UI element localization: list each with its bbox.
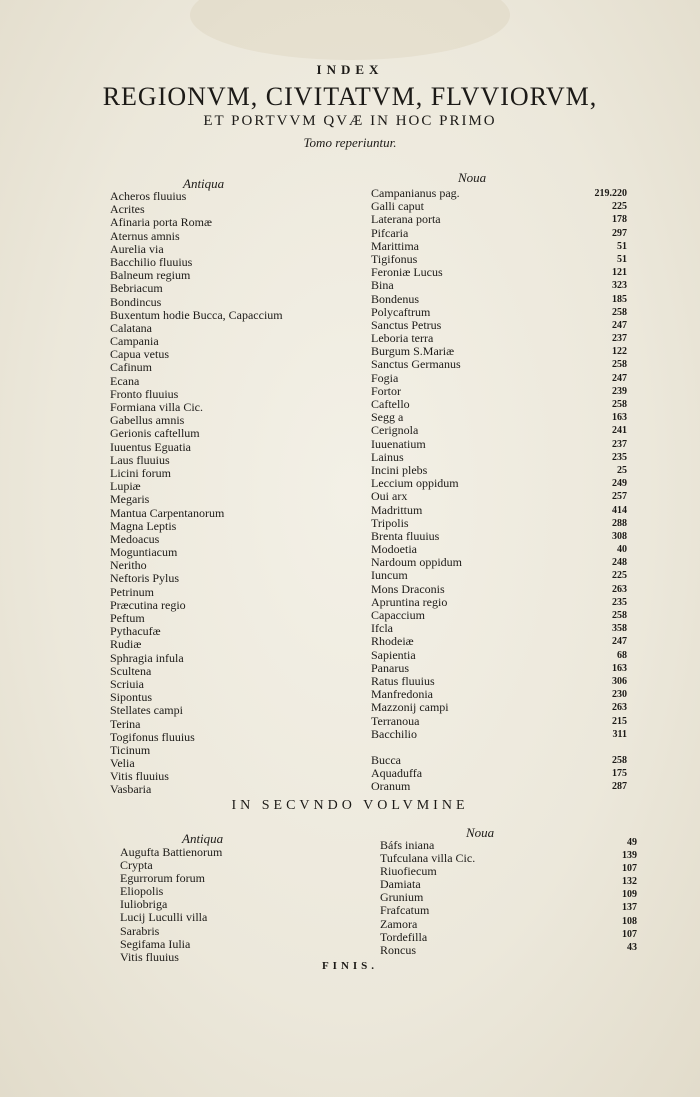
noua-entry: Oui arx bbox=[371, 489, 408, 504]
page-number: 258 bbox=[612, 610, 627, 621]
antiqua-entry: Campania bbox=[110, 334, 159, 349]
noua-entry: Bucca bbox=[371, 753, 401, 768]
page-number: 68 bbox=[617, 649, 627, 661]
noua-entry: Feroniæ Lucus bbox=[371, 265, 443, 280]
page-number-list bbox=[575, 187, 627, 794]
noua-entry: Modoetia bbox=[371, 542, 417, 557]
antiqua-entry: Scriuia bbox=[110, 676, 144, 691]
page-number: 175 bbox=[612, 768, 627, 780]
page-number: 225 bbox=[612, 201, 627, 213]
noua-entry: Bina bbox=[371, 278, 394, 293]
noua-entry: Bacchilio bbox=[371, 726, 417, 741]
page-number: 247 bbox=[612, 319, 627, 331]
noua-entry: Tordefilla bbox=[380, 929, 428, 944]
antiqua-entry: Formiana villa Cic. bbox=[110, 400, 203, 414]
noua-entry: Tufculana villa Cic. bbox=[380, 851, 476, 866]
antiqua-entry: Bebriacum bbox=[110, 281, 163, 296]
page-number: 263 bbox=[612, 583, 627, 595]
noua-column-heading-2: Noua bbox=[466, 825, 495, 840]
page-number: 163 bbox=[612, 412, 627, 424]
noua-entry: Terranoua bbox=[371, 713, 420, 728]
page-number: 258 bbox=[612, 306, 627, 318]
page-number: 137 bbox=[622, 902, 637, 914]
antiqua-entry: Gabellus amnis bbox=[110, 413, 185, 428]
page-number: 258 bbox=[612, 755, 627, 767]
noua-column-heading: Noua bbox=[458, 170, 487, 185]
antiqua-entry: Vitis fluuius bbox=[120, 949, 179, 964]
noua-entry: Iuncum bbox=[371, 568, 408, 583]
antiqua-entry: Fronto fluuius bbox=[110, 386, 179, 401]
noua-entry: Roncus bbox=[380, 942, 416, 957]
noua-entry bbox=[371, 741, 571, 754]
antiqua-entry: Ecana bbox=[110, 373, 140, 388]
page-number: 247 bbox=[612, 372, 627, 384]
antiqua-entry: Gerionis caftellum bbox=[110, 426, 200, 441]
antiqua-entry: Neritho bbox=[110, 558, 147, 573]
section-heading: IN SECVNDO VOLVMINE bbox=[231, 798, 469, 813]
antiqua-list-2 bbox=[120, 846, 340, 964]
noua-entry: Laterana porta bbox=[371, 212, 441, 227]
noua-entry: Segg a bbox=[371, 410, 404, 425]
page-number: 163 bbox=[612, 662, 627, 674]
noua-entry: Lainus bbox=[371, 449, 404, 464]
page-number bbox=[575, 741, 627, 754]
antiqua-entry: Segifama Iulia bbox=[120, 936, 191, 951]
antiqua-entry: Moguntiacum bbox=[110, 545, 178, 560]
page-number: 121 bbox=[612, 267, 627, 279]
antiqua-entry: Acheros fluuius bbox=[110, 189, 187, 203]
page-number: 225 bbox=[612, 570, 627, 582]
antiqua-entry: Buxentum hodie Bucca, Capaccium bbox=[110, 307, 283, 322]
antiqua-entry: Stellates campi bbox=[110, 703, 183, 718]
antiqua-entry: Mantua Carpentanorum bbox=[110, 505, 225, 520]
noua-entry: Bondenus bbox=[371, 291, 419, 306]
page-number: 311 bbox=[612, 728, 627, 740]
page-number: 185 bbox=[612, 293, 627, 305]
noua-entry: Riuofiecum bbox=[380, 864, 437, 879]
noua-entry: Mons Draconis bbox=[371, 581, 445, 596]
page-number: 414 bbox=[612, 504, 627, 516]
antiqua-entry: Sarabris bbox=[120, 923, 160, 938]
antiqua-entry: Bacchilio fluuius bbox=[110, 254, 193, 269]
antiqua-entry: Eliopolis bbox=[120, 884, 164, 899]
antiqua-entry: Afinaria porta Romæ bbox=[110, 215, 212, 230]
page-number: 40 bbox=[617, 544, 627, 556]
noua-entry: Brenta fluuius bbox=[371, 528, 440, 543]
page-number: 178 bbox=[612, 214, 627, 226]
antiqua-entry: Præcutina regio bbox=[110, 597, 186, 612]
page-number: 258 bbox=[612, 399, 627, 410]
antiqua-entry: Petrinum bbox=[110, 584, 154, 599]
antiqua-entry: Peftum bbox=[110, 611, 145, 625]
antiqua-entry: Sipontus bbox=[110, 690, 153, 705]
antiqua-entry: Medoacus bbox=[110, 531, 160, 546]
antiqua-entry: Augufta Battienorum bbox=[120, 845, 223, 859]
noua-entry: Aquaduffa bbox=[371, 766, 423, 781]
antiqua-entry: Megaris bbox=[110, 492, 150, 507]
antiqua-entry: Iuuentus Eguatia bbox=[110, 439, 191, 454]
page-number: 139 bbox=[622, 850, 637, 862]
noua-entry: Fogia bbox=[371, 370, 399, 385]
noua-entry: Zamora bbox=[380, 916, 418, 931]
antiqua-entry: Bondincus bbox=[110, 294, 162, 309]
page-number: 107 bbox=[622, 863, 637, 875]
antiqua-list bbox=[110, 190, 340, 797]
index-label: INDEX bbox=[316, 62, 384, 77]
noua-entry: Leboria terra bbox=[371, 331, 434, 346]
noua-entry: Báfs iniana bbox=[380, 838, 435, 852]
noua-entry: Apruntina regio bbox=[371, 594, 448, 609]
antiqua-entry: Cafinum bbox=[110, 360, 152, 375]
noua-entry: Rhodeiæ bbox=[371, 634, 414, 649]
page-number: 107 bbox=[622, 928, 637, 940]
antiqua-entry: Terina bbox=[110, 716, 141, 731]
antiqua-entry: Pythacufæ bbox=[110, 624, 161, 639]
noua-entry: Mazzonij campi bbox=[371, 700, 449, 715]
antiqua-entry: Togifonus fluuius bbox=[110, 729, 195, 744]
page-number-list-2 bbox=[585, 836, 637, 954]
noua-entry: Tigifonus bbox=[371, 251, 418, 266]
noua-entry: Sapientia bbox=[371, 647, 416, 662]
page-number: 215 bbox=[612, 715, 627, 727]
antiqua-entry: Lupiæ bbox=[110, 479, 141, 494]
page-number: 239 bbox=[612, 385, 627, 397]
noua-entry: Polycaftrum bbox=[371, 304, 431, 319]
antiqua-entry: Vitis fluuius bbox=[110, 769, 169, 784]
page-number: 248 bbox=[612, 557, 627, 569]
antiqua-entry: Rudiæ bbox=[110, 637, 142, 652]
noua-entry: Sanctus Petrus bbox=[371, 317, 442, 332]
antiqua-entry: Scultena bbox=[110, 663, 152, 678]
page-number: 237 bbox=[612, 333, 627, 345]
antiqua-entry: Vasbaria bbox=[110, 782, 152, 797]
page-number: 122 bbox=[612, 346, 627, 358]
page-title: REGIONVM, CIVITATVM, FLVVIORVM, bbox=[102, 82, 598, 111]
noua-entry: Marittima bbox=[371, 238, 419, 253]
page-number: 257 bbox=[612, 491, 627, 503]
antiqua-entry: Sphragia infula bbox=[110, 650, 184, 665]
noua-entry: Caftello bbox=[371, 397, 410, 411]
page-number: 49 bbox=[627, 837, 637, 848]
page-number: 25 bbox=[617, 464, 627, 476]
page-number: 263 bbox=[612, 702, 627, 714]
page-number: 287 bbox=[612, 781, 627, 793]
noua-entry: Capaccium bbox=[371, 608, 425, 622]
noua-entry: Pifcaria bbox=[371, 225, 409, 240]
page-number: 132 bbox=[622, 876, 637, 888]
page-number: 43 bbox=[627, 941, 637, 953]
page-number: 306 bbox=[612, 675, 627, 687]
page-number: 235 bbox=[612, 596, 627, 608]
antiqua-entry: Egurrorum forum bbox=[120, 871, 205, 886]
antiqua-entry: Acrites bbox=[110, 202, 145, 217]
page-number: 237 bbox=[612, 438, 627, 450]
noua-entry: Sanctus Germanus bbox=[371, 357, 461, 372]
page-number: 308 bbox=[612, 530, 627, 542]
noua-entry: Tripolis bbox=[371, 515, 409, 530]
page-subtitle: ET PORTVVM QVÆ IN HOC PRIMO bbox=[203, 113, 497, 129]
noua-entry: Damiata bbox=[380, 877, 421, 892]
antiqua-entry: Laus fluuius bbox=[110, 452, 170, 467]
page-number: 108 bbox=[622, 915, 637, 927]
noua-entry: Ratus fluuius bbox=[371, 673, 435, 688]
antiqua-column-heading: Antiqua bbox=[183, 176, 225, 191]
page-number: 297 bbox=[612, 227, 627, 239]
noua-entry: Grunium bbox=[380, 890, 424, 905]
page-number: 51 bbox=[617, 253, 627, 265]
page-number: 235 bbox=[612, 451, 627, 463]
page-number: 288 bbox=[612, 517, 627, 529]
antiqua-entry: Aternus amnis bbox=[110, 228, 180, 243]
noua-entry: Iuuenatium bbox=[371, 436, 426, 451]
page-number: 249 bbox=[612, 478, 627, 490]
noua-entry: Burgum S.Mariæ bbox=[371, 344, 455, 359]
page-stain bbox=[190, 0, 510, 60]
noua-entry: Madrittum bbox=[371, 502, 423, 517]
noua-entry: Nardoum oppidum bbox=[371, 555, 462, 570]
page-number: 258 bbox=[612, 359, 627, 371]
antiqua-entry: Calatana bbox=[110, 320, 152, 335]
noua-entry: Ifcla bbox=[371, 621, 393, 636]
antiqua-entry: Licini forum bbox=[110, 465, 171, 480]
antiqua-entry: Iuliobriga bbox=[120, 897, 168, 912]
antiqua-entry: Neftoris Pylus bbox=[110, 571, 179, 586]
page-number: 230 bbox=[612, 689, 627, 701]
antiqua-column-heading-2: Antiqua bbox=[182, 831, 224, 846]
page-number: 51 bbox=[617, 240, 627, 252]
page-number: 358 bbox=[612, 623, 627, 635]
noua-entry: Cerignola bbox=[371, 423, 419, 438]
noua-entry: Fortor bbox=[371, 383, 401, 398]
page-number: 219.220 bbox=[594, 188, 627, 199]
noua-entry: Manfredonia bbox=[371, 687, 433, 702]
noua-entry: Frafcatum bbox=[380, 903, 430, 918]
antiqua-entry: Magna Leptis bbox=[110, 518, 177, 533]
noua-list bbox=[371, 187, 571, 794]
antiqua-entry: Balneum regium bbox=[110, 268, 191, 283]
finis-label: FINIS. bbox=[321, 960, 379, 972]
noua-entry: Incini plebs bbox=[371, 462, 428, 477]
antiqua-entry: Ticinum bbox=[110, 742, 151, 757]
antiqua-entry: Lucij Luculli villa bbox=[120, 910, 208, 925]
noua-entry: Campanianus pag. bbox=[371, 186, 460, 200]
noua-entry: Galli caput bbox=[371, 199, 424, 214]
antiqua-entry: Aurelia via bbox=[110, 241, 164, 256]
antiqua-entry: Velia bbox=[110, 756, 135, 771]
noua-entry: Panarus bbox=[371, 660, 409, 675]
antiqua-entry: Capua vetus bbox=[110, 347, 169, 362]
page-number: 241 bbox=[612, 425, 627, 437]
page-number: 109 bbox=[622, 889, 637, 901]
page-number: 247 bbox=[612, 636, 627, 648]
noua-entry: Leccium oppidum bbox=[371, 476, 459, 491]
noua-list-2 bbox=[380, 839, 580, 957]
noua-entry: Oranum bbox=[371, 779, 411, 794]
antiqua-entry: Crypta bbox=[120, 858, 153, 873]
page-subtitle-italic: Tomo reperiuntur. bbox=[303, 135, 397, 150]
page-number: 323 bbox=[612, 280, 627, 292]
